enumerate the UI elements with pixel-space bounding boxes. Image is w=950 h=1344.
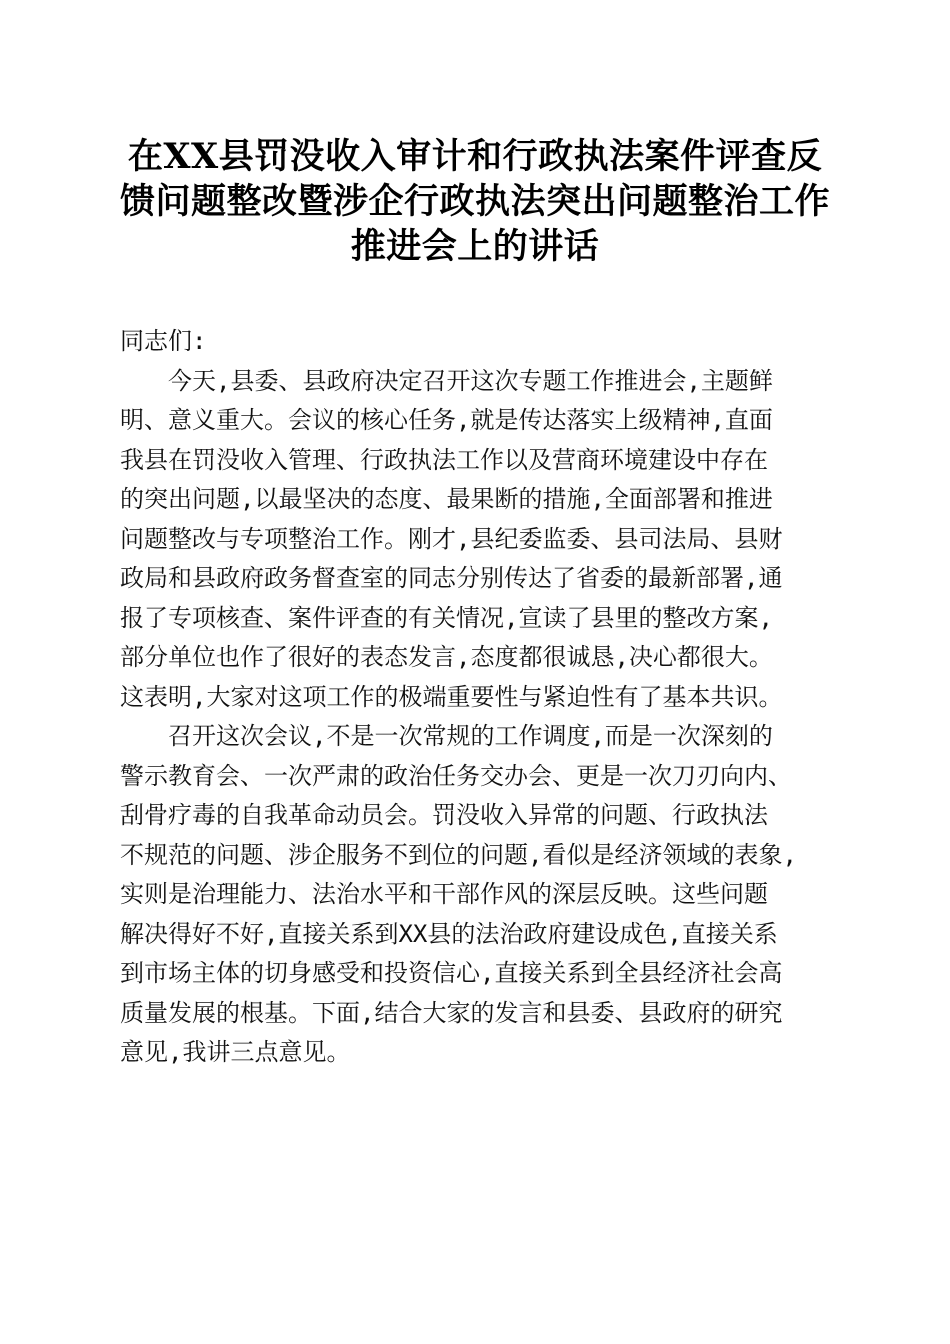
document-title [110, 134, 840, 269]
text-line: 召开这次会议,不是一次常规的工作调度,而是一次深刻的 [168, 722, 773, 750]
text-line: 我县在罚没收入管理、行政执法工作以及营商环境建设中存在 [120, 445, 768, 474]
text-line: 警示教育会、一次严肃的政治任务交办会、更是一次刀刃向内、 [120, 761, 792, 790]
text-line: 这表明,大家对这项工作的极端重要性与紧迫性有了基本共识。 [120, 682, 783, 711]
text-line: 明、意义重大。会议的核心任务,就是传达落实上级精神,直面 [120, 406, 773, 434]
title-line: 推进会上的讲话 [350, 226, 600, 267]
salutation: 同志们: [120, 327, 207, 355]
text-line: 问题整改与专项整治工作。刚才,县纪委监委、县司法局、县财 [120, 524, 783, 553]
text-line: 报了专项核查、案件评查的有关情况,宣读了县里的整改方案, [120, 603, 773, 632]
text-line: 今天,县委、县政府决定召开这次专题工作推进会,主题鲜 [168, 366, 773, 395]
text-line: 的突出问题,以最坚决的态度、最果断的措施,全面部署和推进 [120, 485, 773, 513]
document-body [120, 322, 832, 1073]
text-line: 部分单位也作了很好的表态发言,态度都很诚恳,决心都很大。 [120, 643, 773, 671]
text-line: 政局和县政府政务督查室的同志分别传达了省委的最新部署,通 [120, 564, 783, 592]
text-line: 不规范的问题、涉企服务不到位的问题,看似是经济领域的表象, [120, 840, 797, 869]
text-line: 解决得好不好,直接关系到XX县的法治政府建设成色,直接关系 [120, 919, 778, 948]
paragraph-2 [120, 717, 832, 1073]
paragraph-1 [120, 362, 832, 718]
text-line: 实则是治理能力、法治水平和干部作风的深层反映。这些问题 [120, 880, 768, 908]
title-line: 在XX县罚没收入审计和行政执法案件评查反 [127, 136, 823, 177]
text-line: 意见,我讲三点意见。 [120, 1038, 351, 1066]
title-line: 馈问题整改暨涉企行政执法突出问题整治工作 [119, 181, 830, 222]
text-line: 质量发展的根基。下面,结合大家的发言和县委、县政府的研究 [120, 998, 783, 1027]
text-line: 刮骨疗毒的自我革命动员会。罚没收入异常的问题、行政执法 [120, 801, 768, 829]
text-line: 到市场主体的切身感受和投资信心,直接关系到全县经济社会高 [120, 959, 783, 987]
